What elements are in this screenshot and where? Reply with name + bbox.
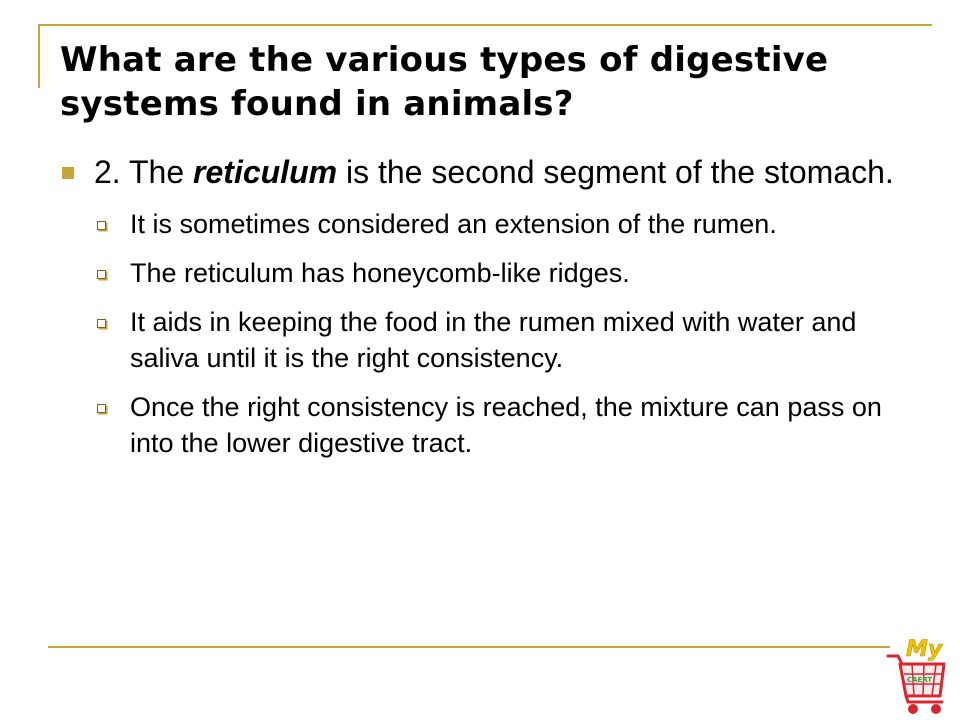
left-accent-line	[38, 26, 40, 88]
slide-title: What are the various types of digestive systems found in animals?	[60, 40, 829, 124]
main-bullet	[60, 152, 910, 192]
sub-bullet	[60, 304, 910, 376]
main-bullet-suffix: is the second segment of the stomach.	[337, 154, 894, 190]
hollow-square-bullet-icon	[97, 404, 106, 413]
sub-bullet	[60, 389, 910, 461]
bullet-square-icon	[62, 167, 74, 179]
logo-caert-text: CAERT	[907, 676, 933, 684]
sub-bullet-text: It is sometimes considered an extension of the rumen.	[130, 209, 777, 239]
sub-bullet-text: It aids in keeping the food in the rumen mixed with water and saliva until it is the right consistency.	[130, 307, 857, 373]
sub-bullet	[60, 255, 910, 291]
hollow-square-bullet-icon	[97, 319, 106, 328]
mycaert-cart-logo-icon	[886, 634, 952, 716]
sub-bullet	[60, 206, 910, 242]
main-bullet-prefix: 2. The	[94, 154, 194, 190]
top-divider	[38, 24, 932, 26]
slide-content	[60, 152, 910, 474]
main-bullet-emphasis: reticulum	[193, 154, 338, 190]
hollow-square-bullet-icon	[97, 221, 106, 230]
logo-my-text: My	[906, 637, 943, 662]
sub-bullet-text: The reticulum has honeycomb-like ridges.	[130, 258, 630, 288]
hollow-square-bullet-icon	[97, 270, 106, 279]
bottom-divider	[48, 646, 890, 648]
sub-bullet-text: Once the right consistency is reached, the mixture can pass on into the lower digestive tract.	[130, 392, 882, 458]
